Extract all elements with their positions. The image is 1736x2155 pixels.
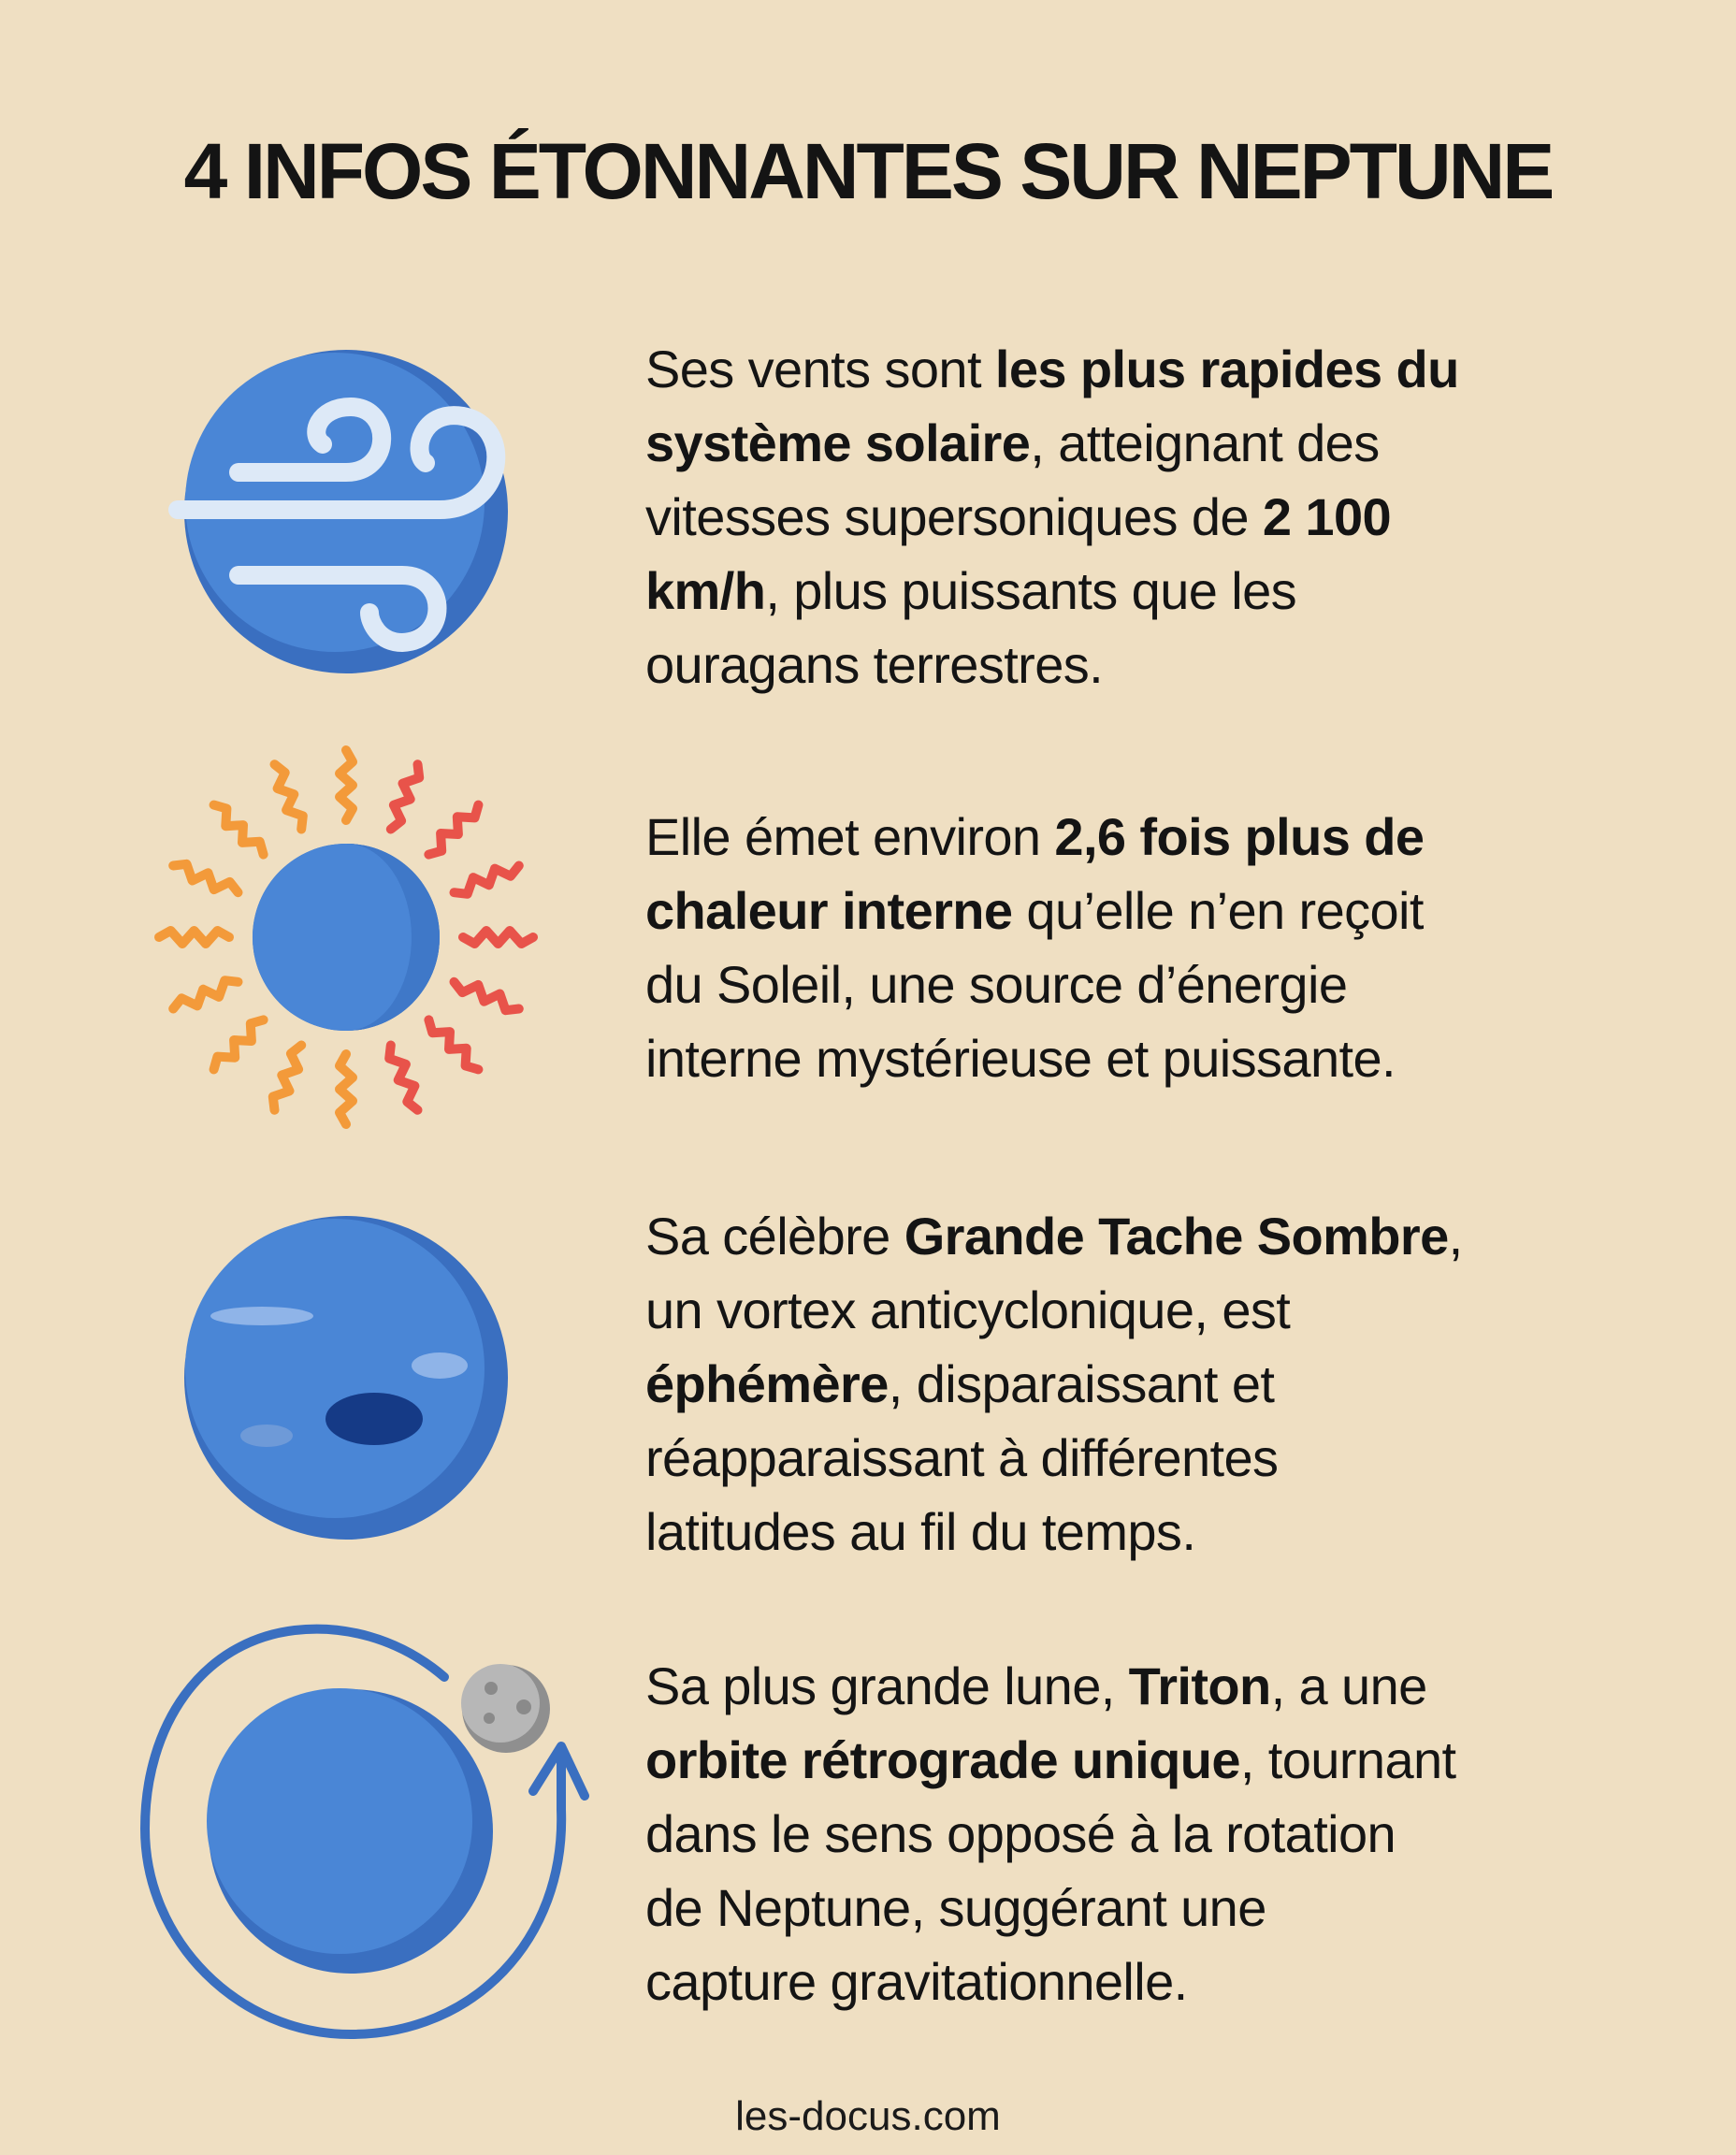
body-text: , plus puissants que les: [765, 561, 1297, 620]
heat-ray: [340, 1054, 353, 1124]
heat-ray: [389, 1046, 417, 1110]
body-text: Sa plus grande lune,: [645, 1656, 1129, 1715]
fact-line: [645, 874, 1702, 947]
fact-line: [645, 1871, 1702, 1945]
highlight-text: Triton: [1128, 1656, 1271, 1715]
fact-line: [645, 554, 1702, 628]
fact-text-1: [645, 332, 1702, 701]
highlight-text: éphémère: [645, 1354, 889, 1413]
heat-ray: [455, 866, 519, 894]
body-text: Sa célèbre: [645, 1207, 904, 1266]
highlight-text: les plus rapides du: [994, 340, 1459, 398]
body-text: latitudes au fil du temps.: [645, 1502, 1196, 1561]
page-title: [56, 120, 1680, 223]
body-text: , tournant: [1239, 1730, 1456, 1789]
body-text: un vortex anticyclonique, est: [645, 1280, 1291, 1339]
fact-line: [645, 1945, 1702, 2018]
footer-source: les-docus.com: [735, 2093, 1001, 2139]
fact-line: [645, 947, 1702, 1021]
highlight-text: orbite rétrograde unique: [645, 1730, 1240, 1789]
heat-ray: [455, 982, 519, 1010]
page-title-text: 4 INFOS ÉTONNANTES SUR NEPTUNE: [183, 127, 1553, 215]
body-text: interne mystérieuse et puissante.: [645, 1029, 1396, 1088]
body-text: ,: [1448, 1207, 1463, 1266]
body-text: , disparaissant et: [888, 1354, 1275, 1413]
wind-planet-icon: [168, 341, 524, 687]
highlight-text: km/h: [645, 561, 766, 620]
fact-line: [645, 1495, 1702, 1569]
body-text: de Neptune, suggérant une: [645, 1878, 1266, 1937]
heat-ray: [428, 805, 478, 855]
fact-line: [645, 480, 1702, 554]
heat-ray: [275, 764, 303, 829]
heat-ray: [463, 931, 533, 944]
highlight-text: système solaire: [645, 413, 1031, 472]
heat-ray: [340, 750, 353, 820]
fact-line: [645, 1421, 1702, 1495]
fact-line: [645, 1797, 1702, 1871]
body-text: , a une: [1270, 1656, 1427, 1715]
fact-text-3: [645, 1199, 1702, 1569]
fact-text-4: [645, 1649, 1702, 2018]
fact-line: [645, 1649, 1702, 1723]
highlight-text: 2 100: [1262, 487, 1392, 546]
heat-ray: [159, 931, 229, 944]
fact-line: [645, 1723, 1702, 1797]
heat-ray: [391, 764, 419, 829]
body-text: Elle émet environ: [645, 807, 1055, 866]
heat-ray: [214, 1020, 264, 1069]
highlight-text: chaleur interne: [645, 881, 1013, 940]
dark-spot-planet-icon: [178, 1211, 514, 1548]
fact-line: [645, 628, 1702, 701]
heat-ray: [428, 1020, 478, 1069]
moon-icon: [461, 1664, 550, 1753]
heat-planet-icon: [150, 739, 542, 1132]
highlight-text: 2,6 fois plus de: [1054, 807, 1425, 866]
body-text: vitesses supersoniques de: [645, 487, 1263, 546]
fact-line: [645, 1199, 1702, 1273]
highlight-text: Grande Tache Sombre: [904, 1207, 1449, 1266]
fact-line: [645, 1347, 1702, 1421]
body-text: , atteignant des: [1030, 413, 1380, 472]
fact-line: [645, 332, 1702, 406]
fact-line: [645, 1021, 1702, 1095]
heat-ray: [173, 864, 238, 892]
body-text: du Soleil, une source d’énergie: [645, 955, 1348, 1014]
body-text: dans le sens opposé à la rotation: [645, 1804, 1396, 1863]
fact-line: [645, 406, 1702, 480]
heat-ray: [173, 980, 238, 1008]
retrograde-orbit-icon: [136, 1613, 594, 2053]
body-text: ouragans terrestres.: [645, 635, 1104, 694]
body-text: Ses vents sont: [645, 340, 995, 398]
fact-text-2: [645, 800, 1702, 1095]
body-text: réapparaissant à différentes: [645, 1428, 1279, 1487]
heat-ray: [273, 1046, 301, 1110]
heat-ray: [214, 805, 264, 855]
fact-line: [645, 1273, 1702, 1347]
fact-line: [645, 800, 1702, 874]
body-text: qu’elle n’en reçoit: [1012, 881, 1424, 940]
body-text: capture gravitationnelle.: [645, 1952, 1188, 2011]
